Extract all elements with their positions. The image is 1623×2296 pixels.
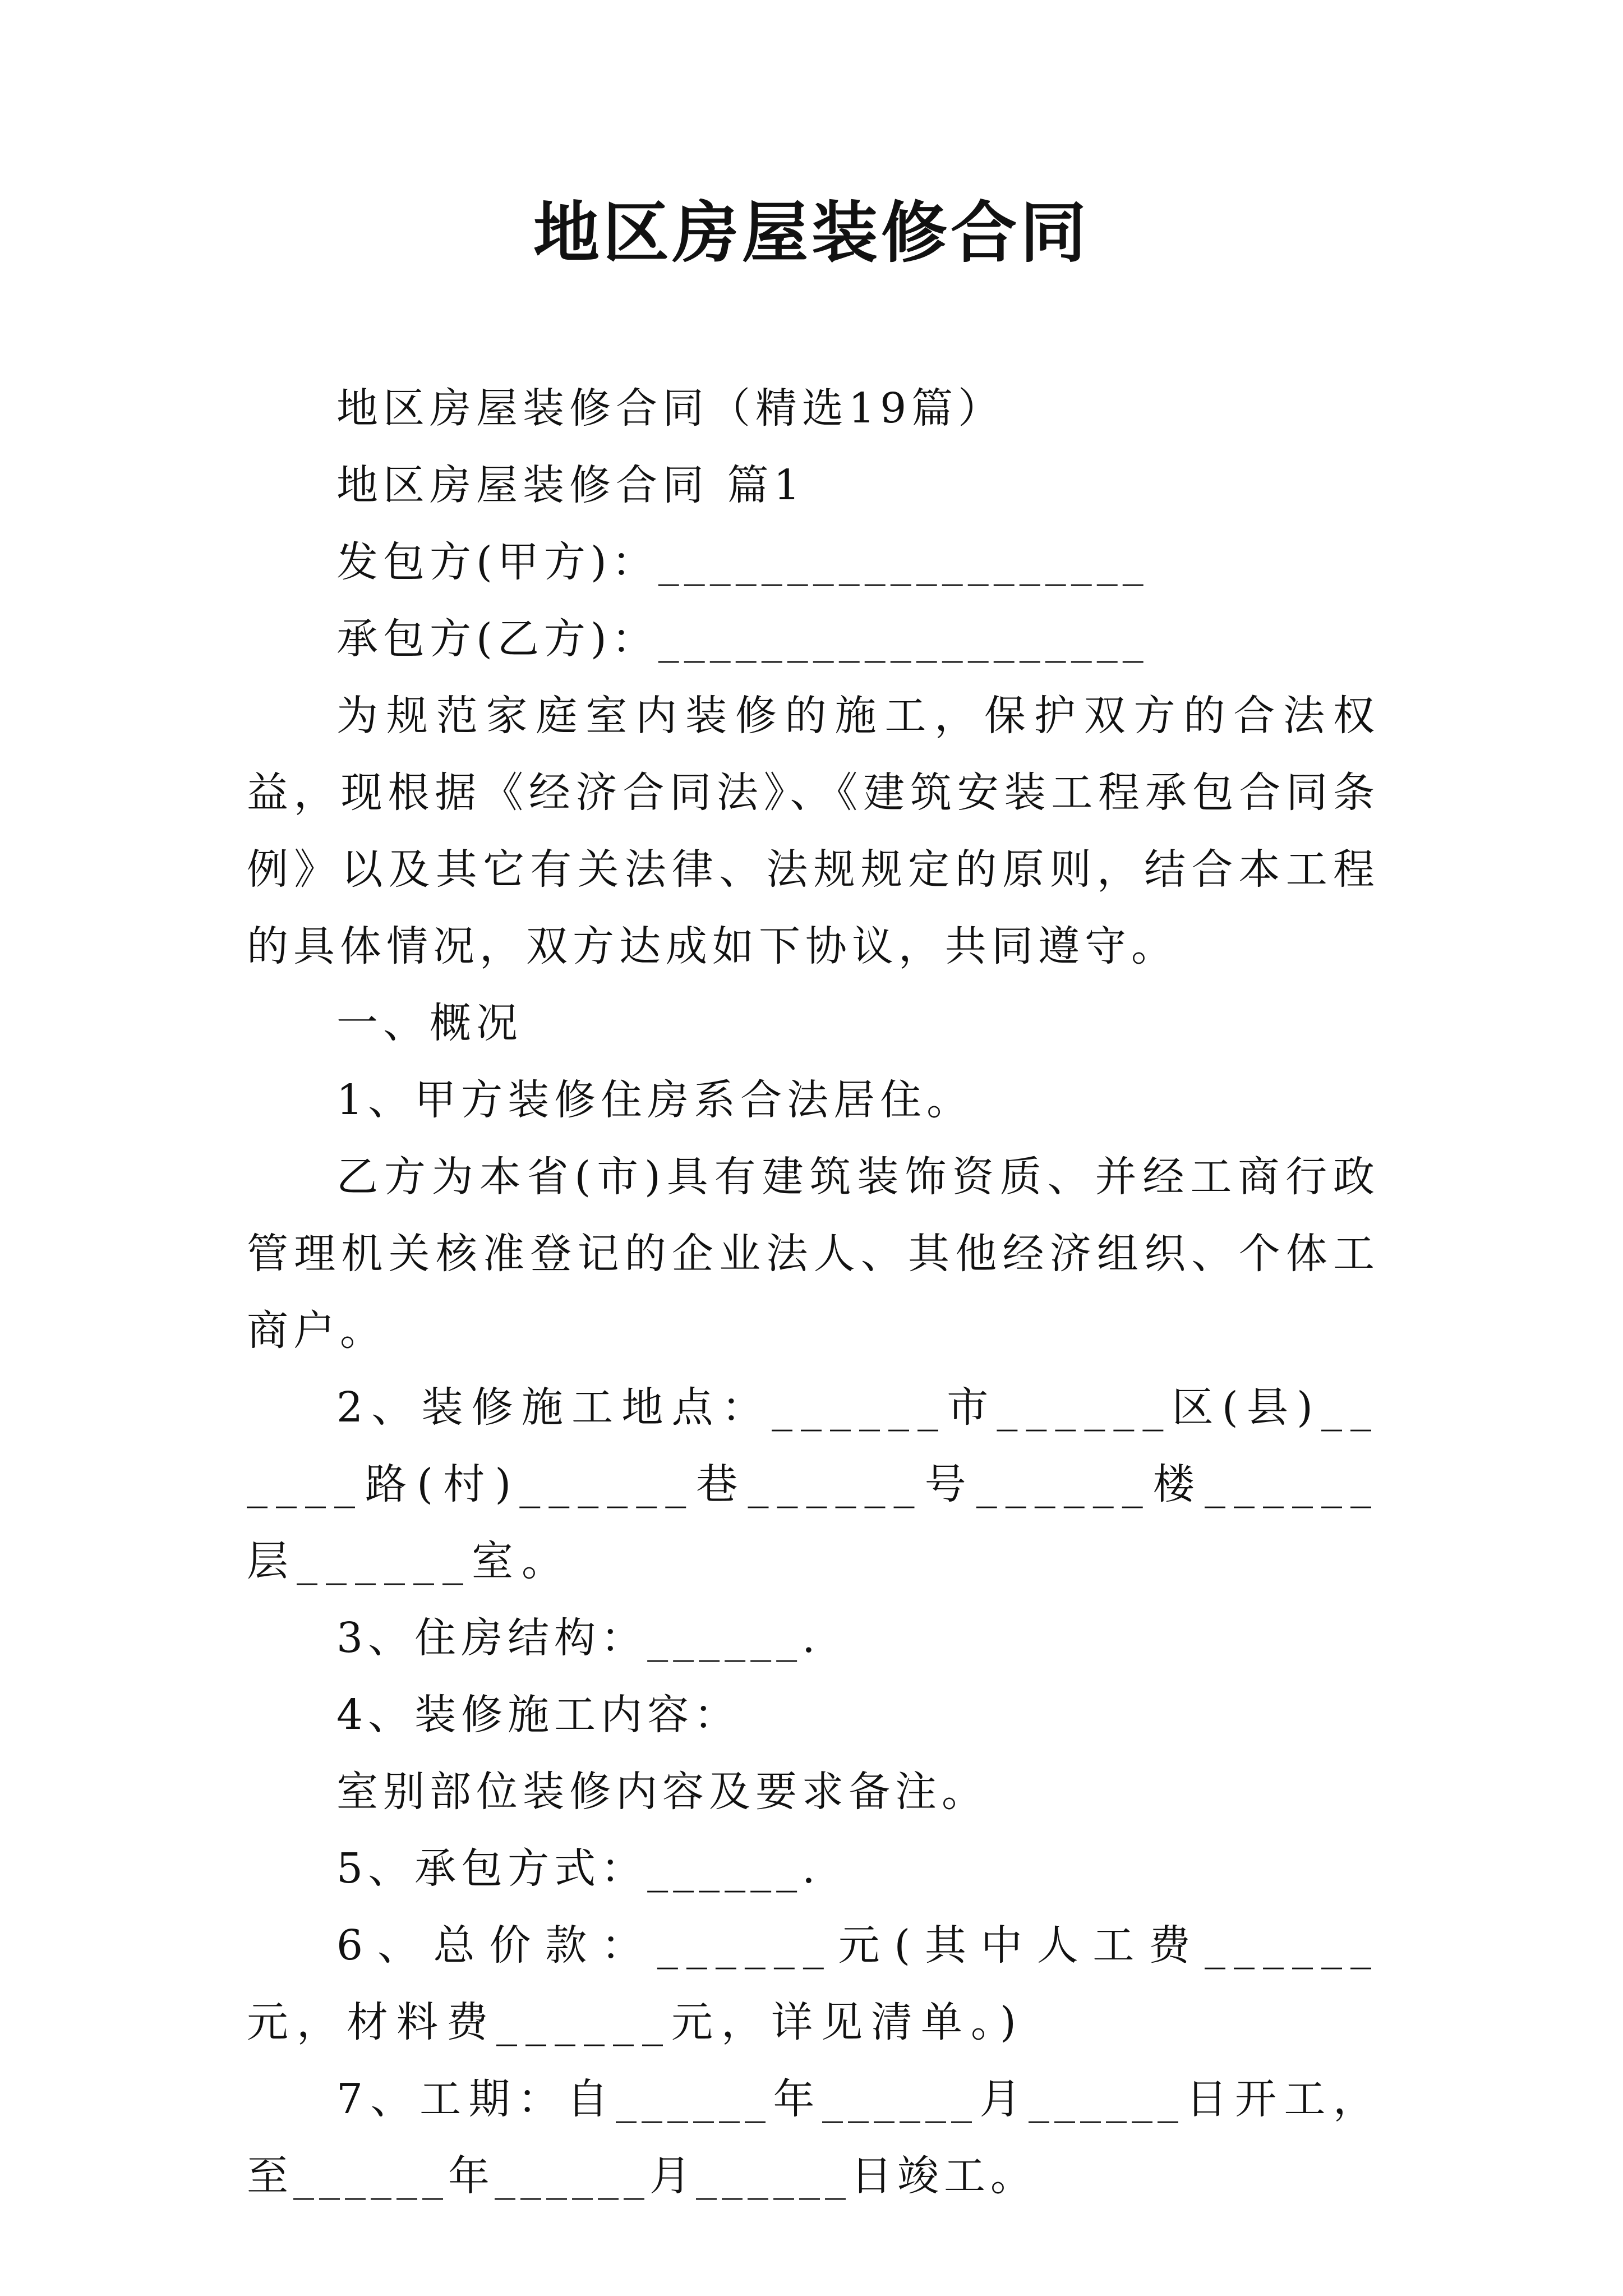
clause-7-schedule: 7、工期：自______年______月______日开工，至______年______月______日竣工。 xyxy=(247,2075,1380,2200)
contractor-qualification: 乙方为本省(市)具有建筑装饰资质、并经工商行政管理机关核准登记的企业法人、其他经济组织、个体工商户。 xyxy=(247,1153,1380,1355)
clause-3-structure: 3、住房结构：______. xyxy=(336,1614,820,1662)
clause-5-method: 5、承包方式：______. xyxy=(336,1844,820,1893)
document-title: 地区房屋装修合同 xyxy=(533,194,1090,272)
content-detail: 室别部位装修内容及要求备注。 xyxy=(336,1768,988,1816)
preamble-paragraph: 为规范家庭室内装修的施工，保护双方的合法权益，现根据《经济合同法》、《建筑安装工程承包合同条例》以及其它有关法律、法规规定的原则，结合本工程的具体情况，双方达成如下协议，共同遵守。 xyxy=(247,692,1380,970)
clause-6-price: 6、总价款：______元(其中人工费______元，材料费______元，详见清单。) xyxy=(247,1921,1380,2046)
party-b-line: 承包方(乙方)：___________________ xyxy=(336,615,1149,663)
section-heading-overview: 一、概况 xyxy=(336,999,523,1047)
document-body xyxy=(247,370,1380,2215)
clause-4-content: 4、装修施工内容： xyxy=(336,1691,741,1739)
subtitle-selected: 地区房屋装修合同（精选19篇） xyxy=(336,384,1005,432)
clause-1: 1、甲方装修住房系合法居住。 xyxy=(336,1076,974,1124)
clause-2-location: 2、装修施工地点：______市______区(县)______路(村)______巷______号______楼______层______室。 xyxy=(247,1383,1380,1585)
party-a-line: 发包方(甲方)：___________________ xyxy=(336,538,1149,586)
section-heading-part-1: 地区房屋装修合同 篇1 xyxy=(336,461,805,509)
